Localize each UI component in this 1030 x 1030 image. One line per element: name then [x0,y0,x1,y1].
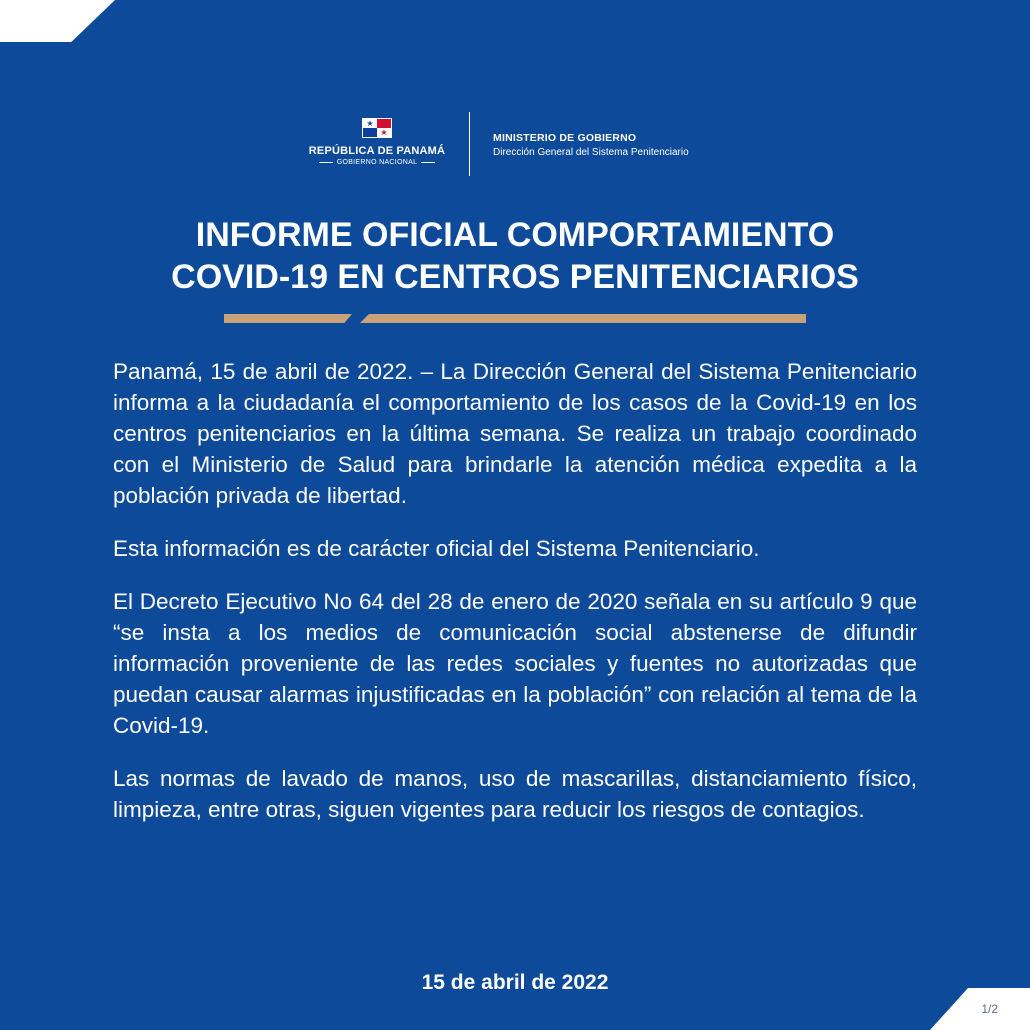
footer-date: 15 de abril de 2022 [421,971,609,994]
paragraph-official: Esta información es de carácter oficial del Sistema Penitenciario. [113,536,760,561]
corner-decoration-top-left [0,0,115,42]
government-label: GOBIERNO NACIONAL [336,159,418,166]
title-line-2: COVID-19 EN CENTROS PENITENCIARIOS [171,258,859,296]
header-divider [469,112,470,176]
title-underline-left [224,314,352,323]
paragraph-decree: El Decreto Ejecutivo No 64 del 28 de enero de 2020 señala en su artículo 9 que “se insta a los medios de comunicación social abstenerse de difundir información proveniente de las redes sociales y fuentes no autorizadas que puedan causar alarmas injustificadas en la población” con relación al tema de la Covid-19. [113,589,917,738]
header-logos [0,112,1030,178]
title-underline-right [360,314,806,323]
paragraph-intro: Panamá, 15 de abril de 2022. – La Dirección General del Sistema Penitenciario informa a la ciudadanía el comportamiento de los casos de la Covid-19 en los centros penitenciarios en la última semana. Se realiza un trabajo coordinado con el Ministerio de Salud para brindarle la atención médica expedita a la población privada de libertad. [113,359,917,508]
panama-flag-icon: ★ ★ [362,118,392,138]
government-label-row [300,159,454,166]
direction-name: Dirección General del Sistema Penitenciario [493,147,689,158]
ministry-name: MINISTERIO DE GOBIERNO [493,132,637,144]
page-number: 1/2 [981,1002,998,1016]
title-line-1: INFORME OFICIAL COMPORTAMIENTO [195,216,835,254]
paragraph-norms: Las normas de lavado de manos, uso de mascarillas, distanciamiento físico, limpieza, entre otras, siguen vigentes para reducir los riesgos de contagios. [113,766,917,822]
report-body [113,356,917,847]
republic-name: REPÚBLICA DE PANAMÁ [308,145,446,157]
report-title [0,214,1030,298]
